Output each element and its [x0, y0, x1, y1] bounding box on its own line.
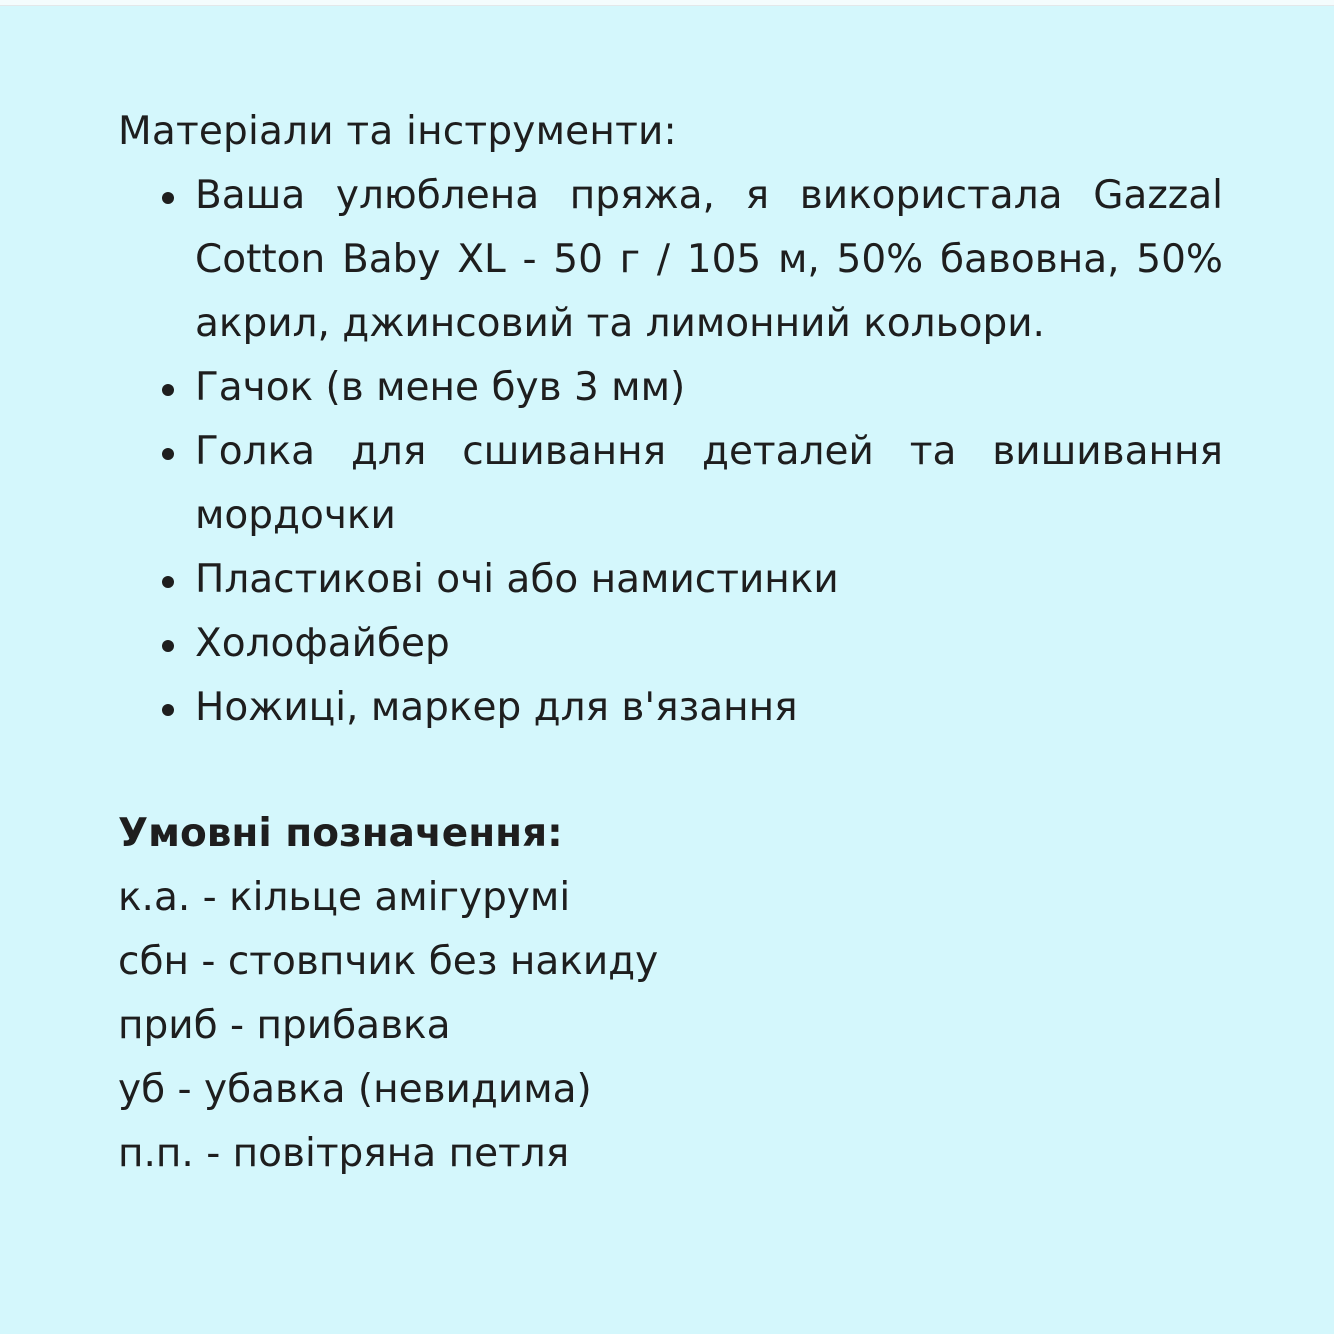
- list-item-text: Гачок (в мене був 3 мм): [195, 365, 686, 410]
- materials-list: [118, 164, 1223, 740]
- top-divider: [0, 0, 1334, 6]
- list-item: [195, 548, 1223, 612]
- list-item: [195, 356, 1223, 420]
- list-item-text: Пластикові очі або намистинки: [195, 557, 839, 602]
- list-item: [195, 420, 1223, 548]
- legend-line: п.п. - повітряна петля: [118, 1131, 570, 1176]
- bullet-icon: [162, 384, 174, 396]
- legend-heading: Умовні позначення:: [118, 811, 563, 856]
- list-item-text: Ножиці, маркер для в'язання: [195, 685, 798, 730]
- list-item: [195, 164, 1223, 356]
- bullet-icon: [162, 448, 174, 460]
- list-item: [195, 676, 1223, 740]
- legend-line: приб - прибавка: [118, 1003, 451, 1048]
- list-item-text: Ваша улюблена пряжа, я використала Gazzal Cotton Baby XL - 50 г / 105 м, 50% бавовна, 50% акрил, джинсовий та лимонний кольори.: [195, 173, 1223, 346]
- bullet-icon: [162, 576, 174, 588]
- list-item: [195, 612, 1223, 676]
- materials-heading: Матеріали та інструменти:: [118, 109, 677, 154]
- bullet-icon: [162, 640, 174, 652]
- document-body: [118, 100, 1223, 1186]
- bullet-icon: [162, 704, 174, 716]
- legend-line: к.а. - кільце амігурумі: [118, 875, 571, 920]
- legend-line: сбн - стовпчик без накиду: [118, 939, 659, 984]
- list-item-text: Голка для сшивання деталей та вишивання мордочки: [195, 429, 1223, 538]
- legend-line: уб - убавка (невидима): [118, 1067, 592, 1112]
- list-item-text: Холофайбер: [195, 621, 450, 666]
- bullet-icon: [162, 192, 174, 204]
- section-spacer: [118, 740, 1223, 802]
